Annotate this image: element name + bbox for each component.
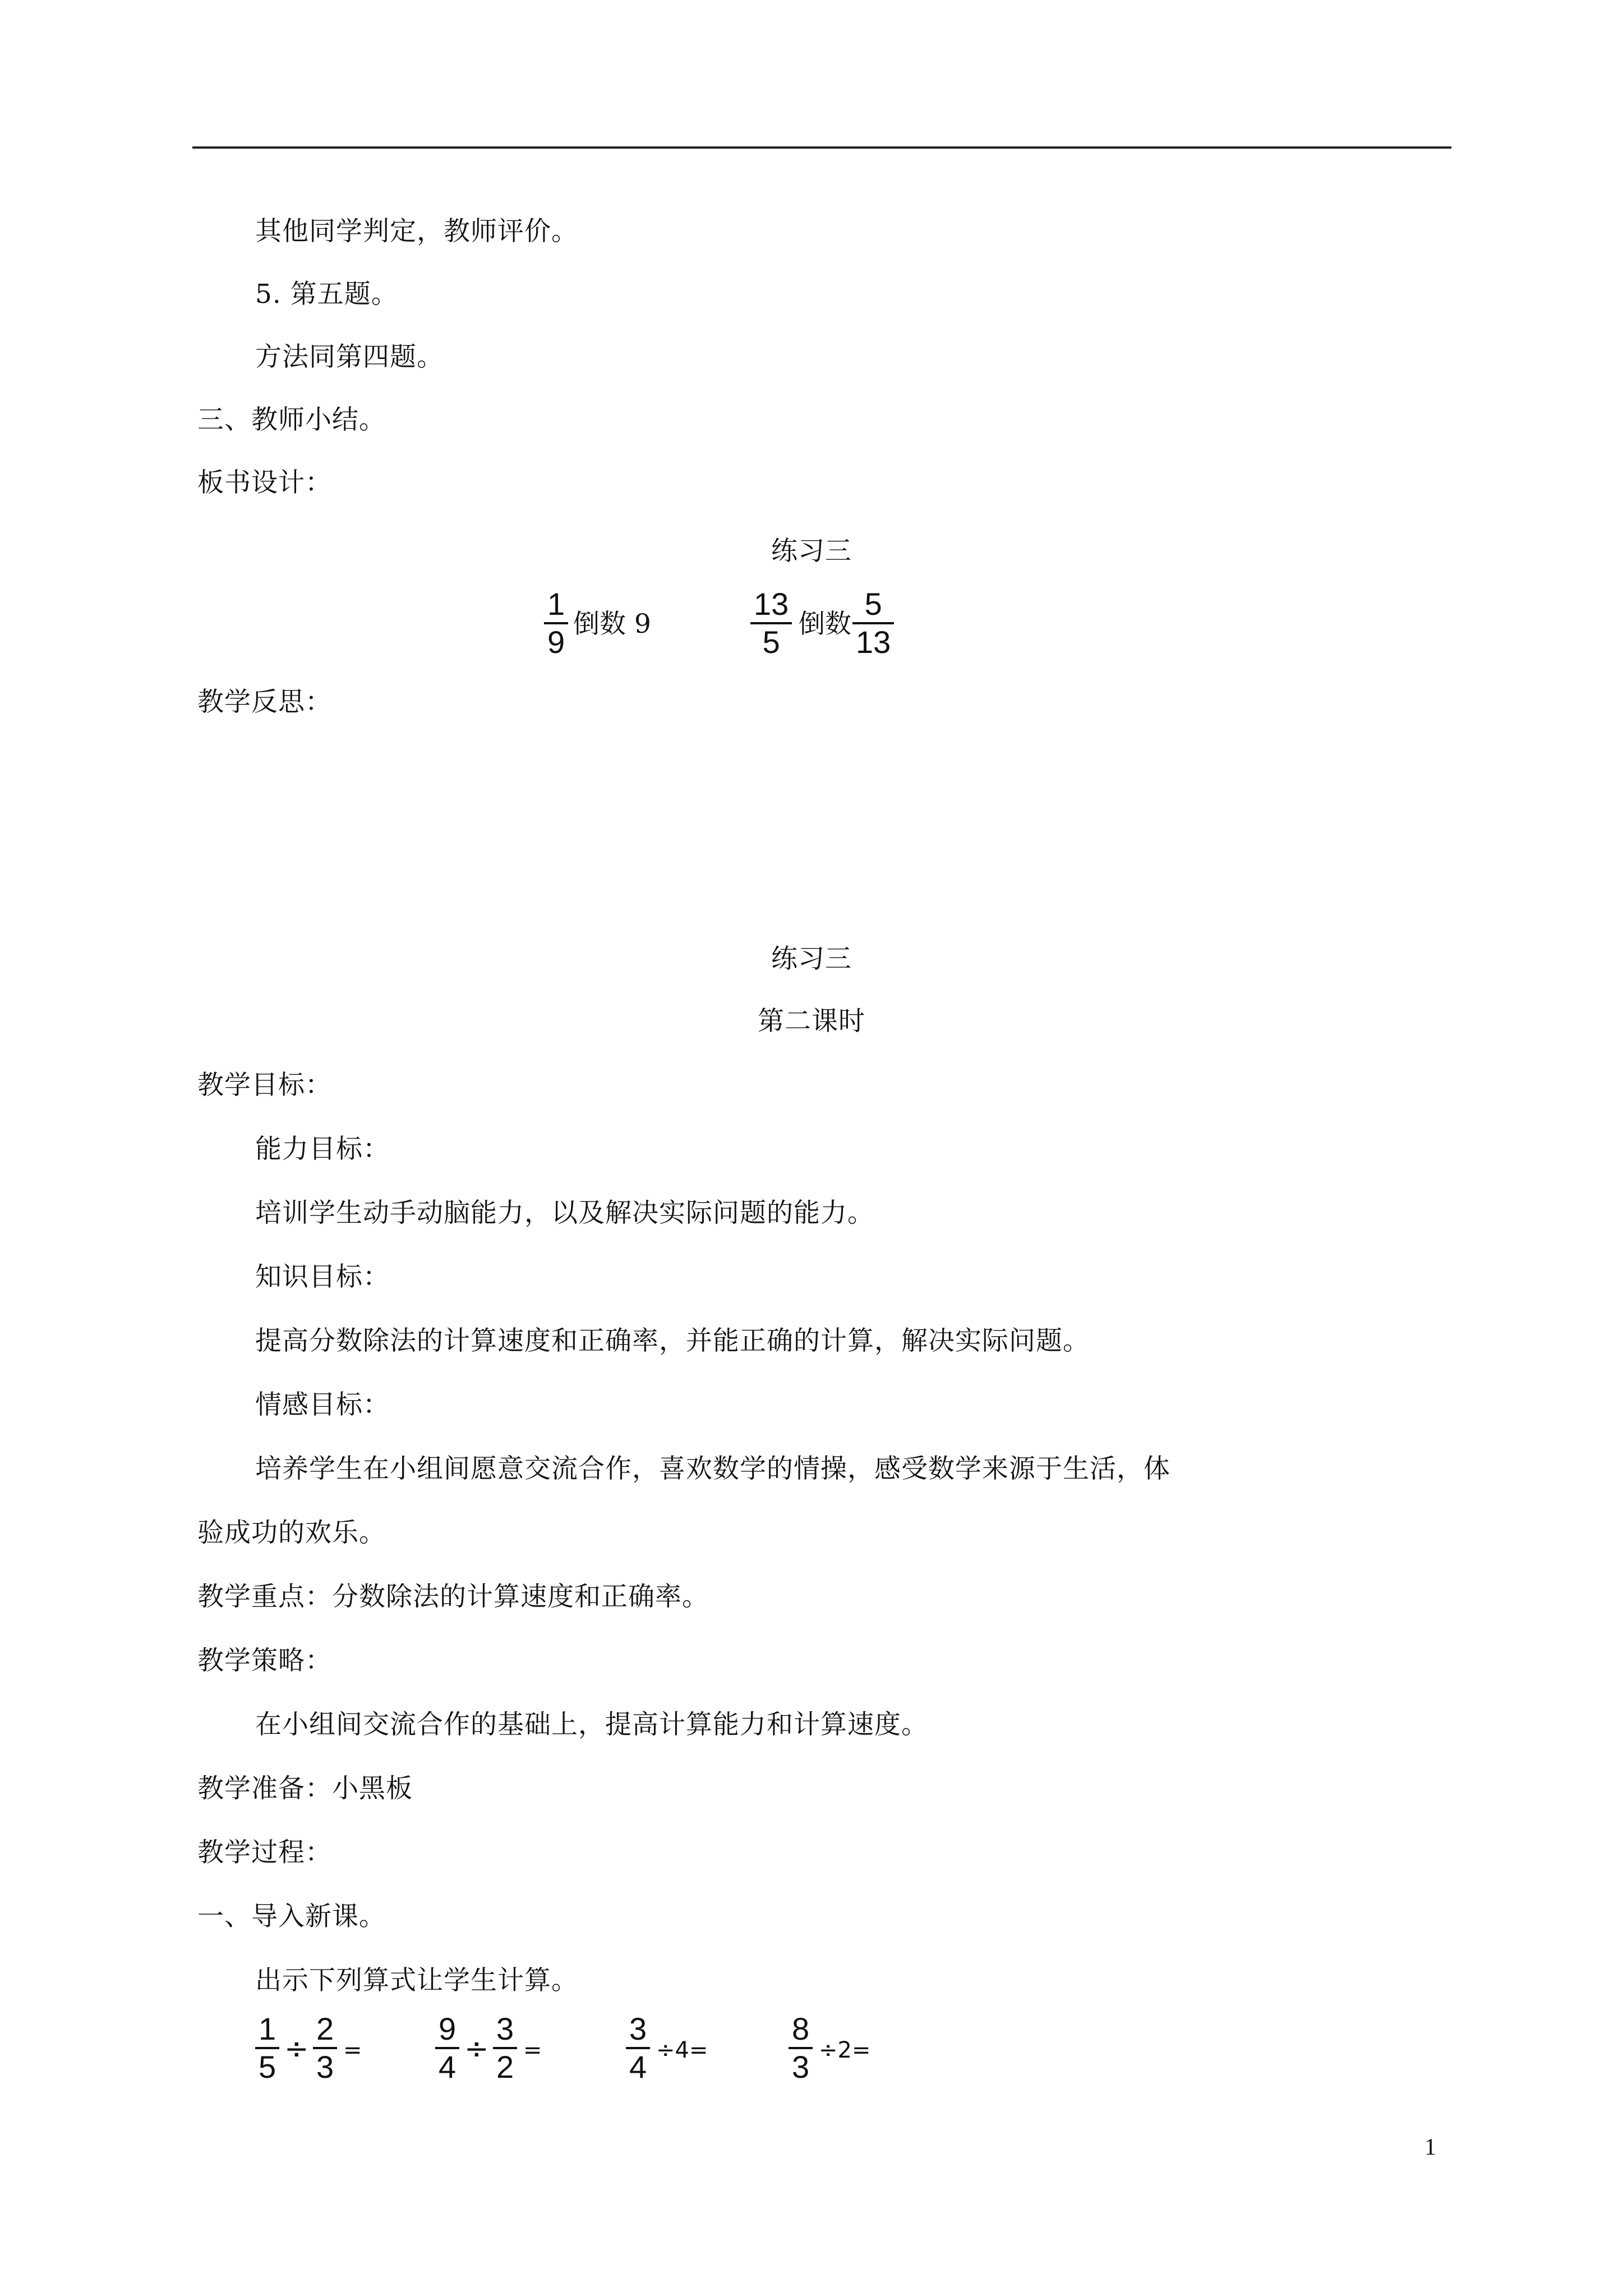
denominator: 4: [629, 2049, 647, 2085]
page-subtitle: 第二课时: [758, 1006, 865, 1037]
numerator: 13: [754, 586, 789, 622]
text-line: 能力目标：: [255, 1134, 390, 1165]
denominator: 2: [496, 2049, 514, 2085]
equals-sign: =: [343, 2037, 362, 2063]
denominator: 13: [856, 624, 891, 660]
numerator: 9: [439, 2011, 457, 2046]
denominator: 5: [259, 2049, 276, 2085]
text-line: 教学策略：: [197, 1645, 332, 1676]
text-line: 培训学生动手动脑能力，以及解决实际问题的能力。: [255, 1198, 874, 1228]
page-title: 练习三: [771, 944, 852, 974]
denominator: 4: [439, 2049, 457, 2085]
page-number: 1: [1424, 2134, 1436, 2160]
division-expression: ÷4=: [656, 2037, 708, 2063]
reciprocal-label: 倒数: [799, 609, 851, 639]
fraction: [435, 2011, 459, 2085]
numerator: 1: [547, 586, 565, 622]
section-heading: 一、导入新课。: [197, 1901, 386, 1932]
text-line: 板书设计：: [197, 467, 332, 498]
fraction: [626, 2011, 650, 2085]
fraction: [789, 2011, 813, 2085]
numerator: 3: [496, 2011, 514, 2046]
text-line: 知识目标：: [255, 1262, 390, 1292]
text-line: 教学过程：: [197, 1837, 332, 1868]
text-line: 验成功的欢乐。: [197, 1517, 386, 1548]
numerator: 5: [864, 586, 882, 622]
text-line: 提高分数除法的计算速度和正确率，并能正确的计算，解决实际问题。: [255, 1326, 1090, 1356]
section-heading: 三、教师小结。: [197, 404, 386, 435]
text-line: 方法同第四题。: [255, 342, 444, 372]
text-line: 教学重点：分数除法的计算速度和正确率。: [197, 1581, 709, 1612]
denominator: 9: [547, 624, 565, 660]
text-line: 教学反思：: [197, 687, 332, 717]
reciprocal-label: 倒数 9: [573, 609, 651, 639]
fraction: [255, 2011, 279, 2085]
numerator: 2: [316, 2011, 334, 2046]
fraction: [493, 2011, 517, 2085]
denominator: 3: [792, 2049, 810, 2085]
fraction: [750, 586, 792, 660]
header-rule: [192, 146, 1451, 149]
division-sign: ÷: [284, 2032, 309, 2066]
text-line: 情感目标：: [255, 1389, 390, 1420]
fraction: [852, 586, 894, 660]
division-sign: ÷: [464, 2032, 489, 2066]
text-line: 教学准备：小黑板: [197, 1773, 413, 1804]
text-line: 其他同学判定，教师评价。: [255, 216, 578, 247]
fraction: [313, 2011, 337, 2085]
text-line: 在小组间交流合作的基础上，提高计算能力和计算速度。: [255, 1709, 928, 1740]
board-title: 练习三: [771, 536, 852, 567]
text-line: 教学目标：: [197, 1070, 332, 1101]
fraction: [544, 586, 568, 660]
equals-sign: =: [523, 2037, 542, 2063]
numerator: 3: [629, 2011, 647, 2046]
text-line: 5. 第五题。: [255, 279, 398, 310]
text-line: 出示下列算式让学生计算。: [255, 1965, 578, 1996]
numerator: 8: [792, 2011, 810, 2046]
text-line: 培养学生在小组间愿意交流合作，喜欢数学的情操，感受数学来源于生活，体: [255, 1453, 1170, 1484]
division-expression: ÷2=: [819, 2037, 871, 2063]
numerator: 1: [259, 2011, 276, 2046]
denominator: 3: [316, 2049, 334, 2085]
denominator: 5: [762, 624, 780, 660]
